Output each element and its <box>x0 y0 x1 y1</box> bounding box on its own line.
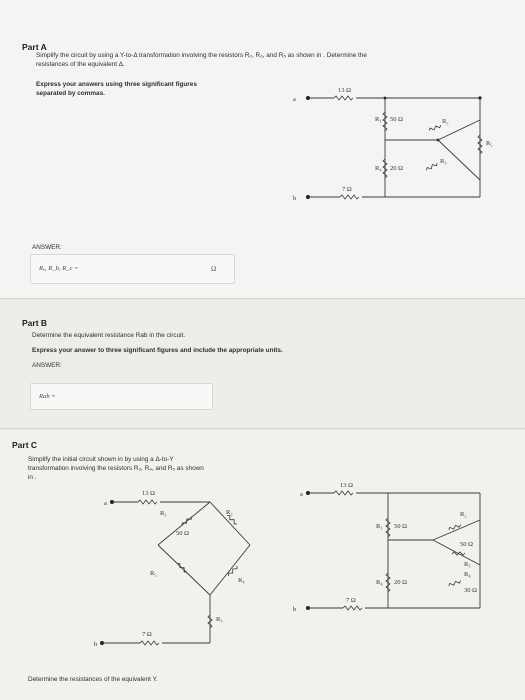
part-c-instruction: Simplify the initial circuit shown in by using a Δ-to-Y <box>28 456 174 463</box>
part-b-express: Express your answer to three significant figures and include the appropriate units. <box>32 347 283 354</box>
part-b-answer-label: ANSWER: <box>32 362 62 369</box>
part-b-title: Part B <box>22 318 48 328</box>
r4-label: R₄ <box>238 577 245 584</box>
resistor-r2 <box>428 124 441 131</box>
bottom-resistor-label: 7 Ω <box>342 186 352 193</box>
part-c-title: Part C <box>12 440 38 450</box>
r4-label: R₄ <box>375 165 382 172</box>
r2-label: R₂ <box>226 509 233 516</box>
resistor-r5 <box>176 562 187 573</box>
answer-prefix: Rₐ, R_b, R_c = <box>39 265 79 272</box>
resistor-r3 <box>425 162 438 171</box>
part-c-instruction-2: transformation involving the resistors R₃, R₄, and R₅ as shown <box>28 465 204 472</box>
r3-label: R₃ <box>464 561 471 568</box>
part-b-instruction: Determine the equivalent resistance Rab in the circuit. <box>32 332 186 339</box>
r1-label: R₁ <box>375 116 382 123</box>
r3-label: R₃ <box>440 158 447 165</box>
part-b-answer-field[interactable] <box>30 383 213 410</box>
resistor-r2 <box>448 524 461 531</box>
top-resistor-label: 13 Ω <box>142 490 155 497</box>
top-resistor-label: 13 Ω <box>340 482 353 489</box>
r1-value: 50 Ω <box>390 116 403 123</box>
part-a-answer-label: ANSWER: <box>32 244 62 251</box>
r1-label: R₁ <box>160 510 167 517</box>
part-c-right-circuit <box>288 480 503 625</box>
bottom-resistor-label: 7 Ω <box>346 597 356 604</box>
resistor-13 <box>334 96 353 100</box>
r4-value: 20 Ω <box>394 579 407 586</box>
resistor-7 <box>140 641 159 645</box>
resistor-13 <box>138 500 157 504</box>
r4-value: 20 Ω <box>390 165 403 172</box>
r5-label: R₅ <box>150 570 157 577</box>
divider <box>0 428 525 429</box>
answer-unit: Ω <box>211 265 217 273</box>
part-a-instruction: Simplify the circuit by using a Y-to-Δ transformation involving the resistors R₂, R₃, and R₅ as shown in . Determine the <box>36 52 367 59</box>
part-c-footer: Determine the resistances of the equivalent Y. <box>28 676 158 683</box>
r2-value: 50 Ω <box>460 541 473 548</box>
r1-value: 50 Ω <box>394 523 407 530</box>
r1-value: 50 Ω <box>176 530 189 537</box>
node-b-label: b <box>293 195 297 202</box>
part-c-left-circuit <box>90 485 280 655</box>
r3-label: R₃ <box>216 616 223 623</box>
r4-label: R₄ <box>376 579 383 586</box>
node-left-top <box>384 97 387 100</box>
node-a-label: a <box>300 491 303 498</box>
part-a-title: Part A <box>22 42 47 52</box>
node-b-label: b <box>293 606 297 613</box>
r1-label: R₁ <box>376 523 383 530</box>
resistor-r3 <box>452 552 465 555</box>
part-c-instruction-3: in . <box>28 474 37 481</box>
divider <box>0 298 525 299</box>
part-a-express-2: separated by commas. <box>36 90 105 97</box>
part-a-express: Express your answers using three significant figures <box>36 81 197 88</box>
bottom-resistor-label: 7 Ω <box>142 631 152 638</box>
part-a-answer-field[interactable] <box>30 254 235 284</box>
resistor-13 <box>334 491 353 495</box>
node-b-label: b <box>94 641 98 648</box>
resistor-7 <box>343 606 362 610</box>
node-a-label: a <box>104 500 107 507</box>
resistor-7 <box>340 195 359 199</box>
resistor-r5 <box>448 580 461 587</box>
top-resistor-label: 13 Ω <box>338 87 351 94</box>
answer-prefix: Rab = <box>39 393 56 400</box>
r4-label-right: R₄ <box>464 571 471 578</box>
r5-label: R₅ <box>486 140 493 147</box>
r2-label: R₂ <box>442 118 449 125</box>
node-a-label: a <box>293 96 296 103</box>
r2-label: R₂ <box>460 511 467 518</box>
part-a-instruction-2: resistances of the equivalent Δ. <box>36 61 125 68</box>
r5-value: 30 Ω <box>464 587 477 594</box>
part-a-circuit-diagram <box>290 85 500 210</box>
